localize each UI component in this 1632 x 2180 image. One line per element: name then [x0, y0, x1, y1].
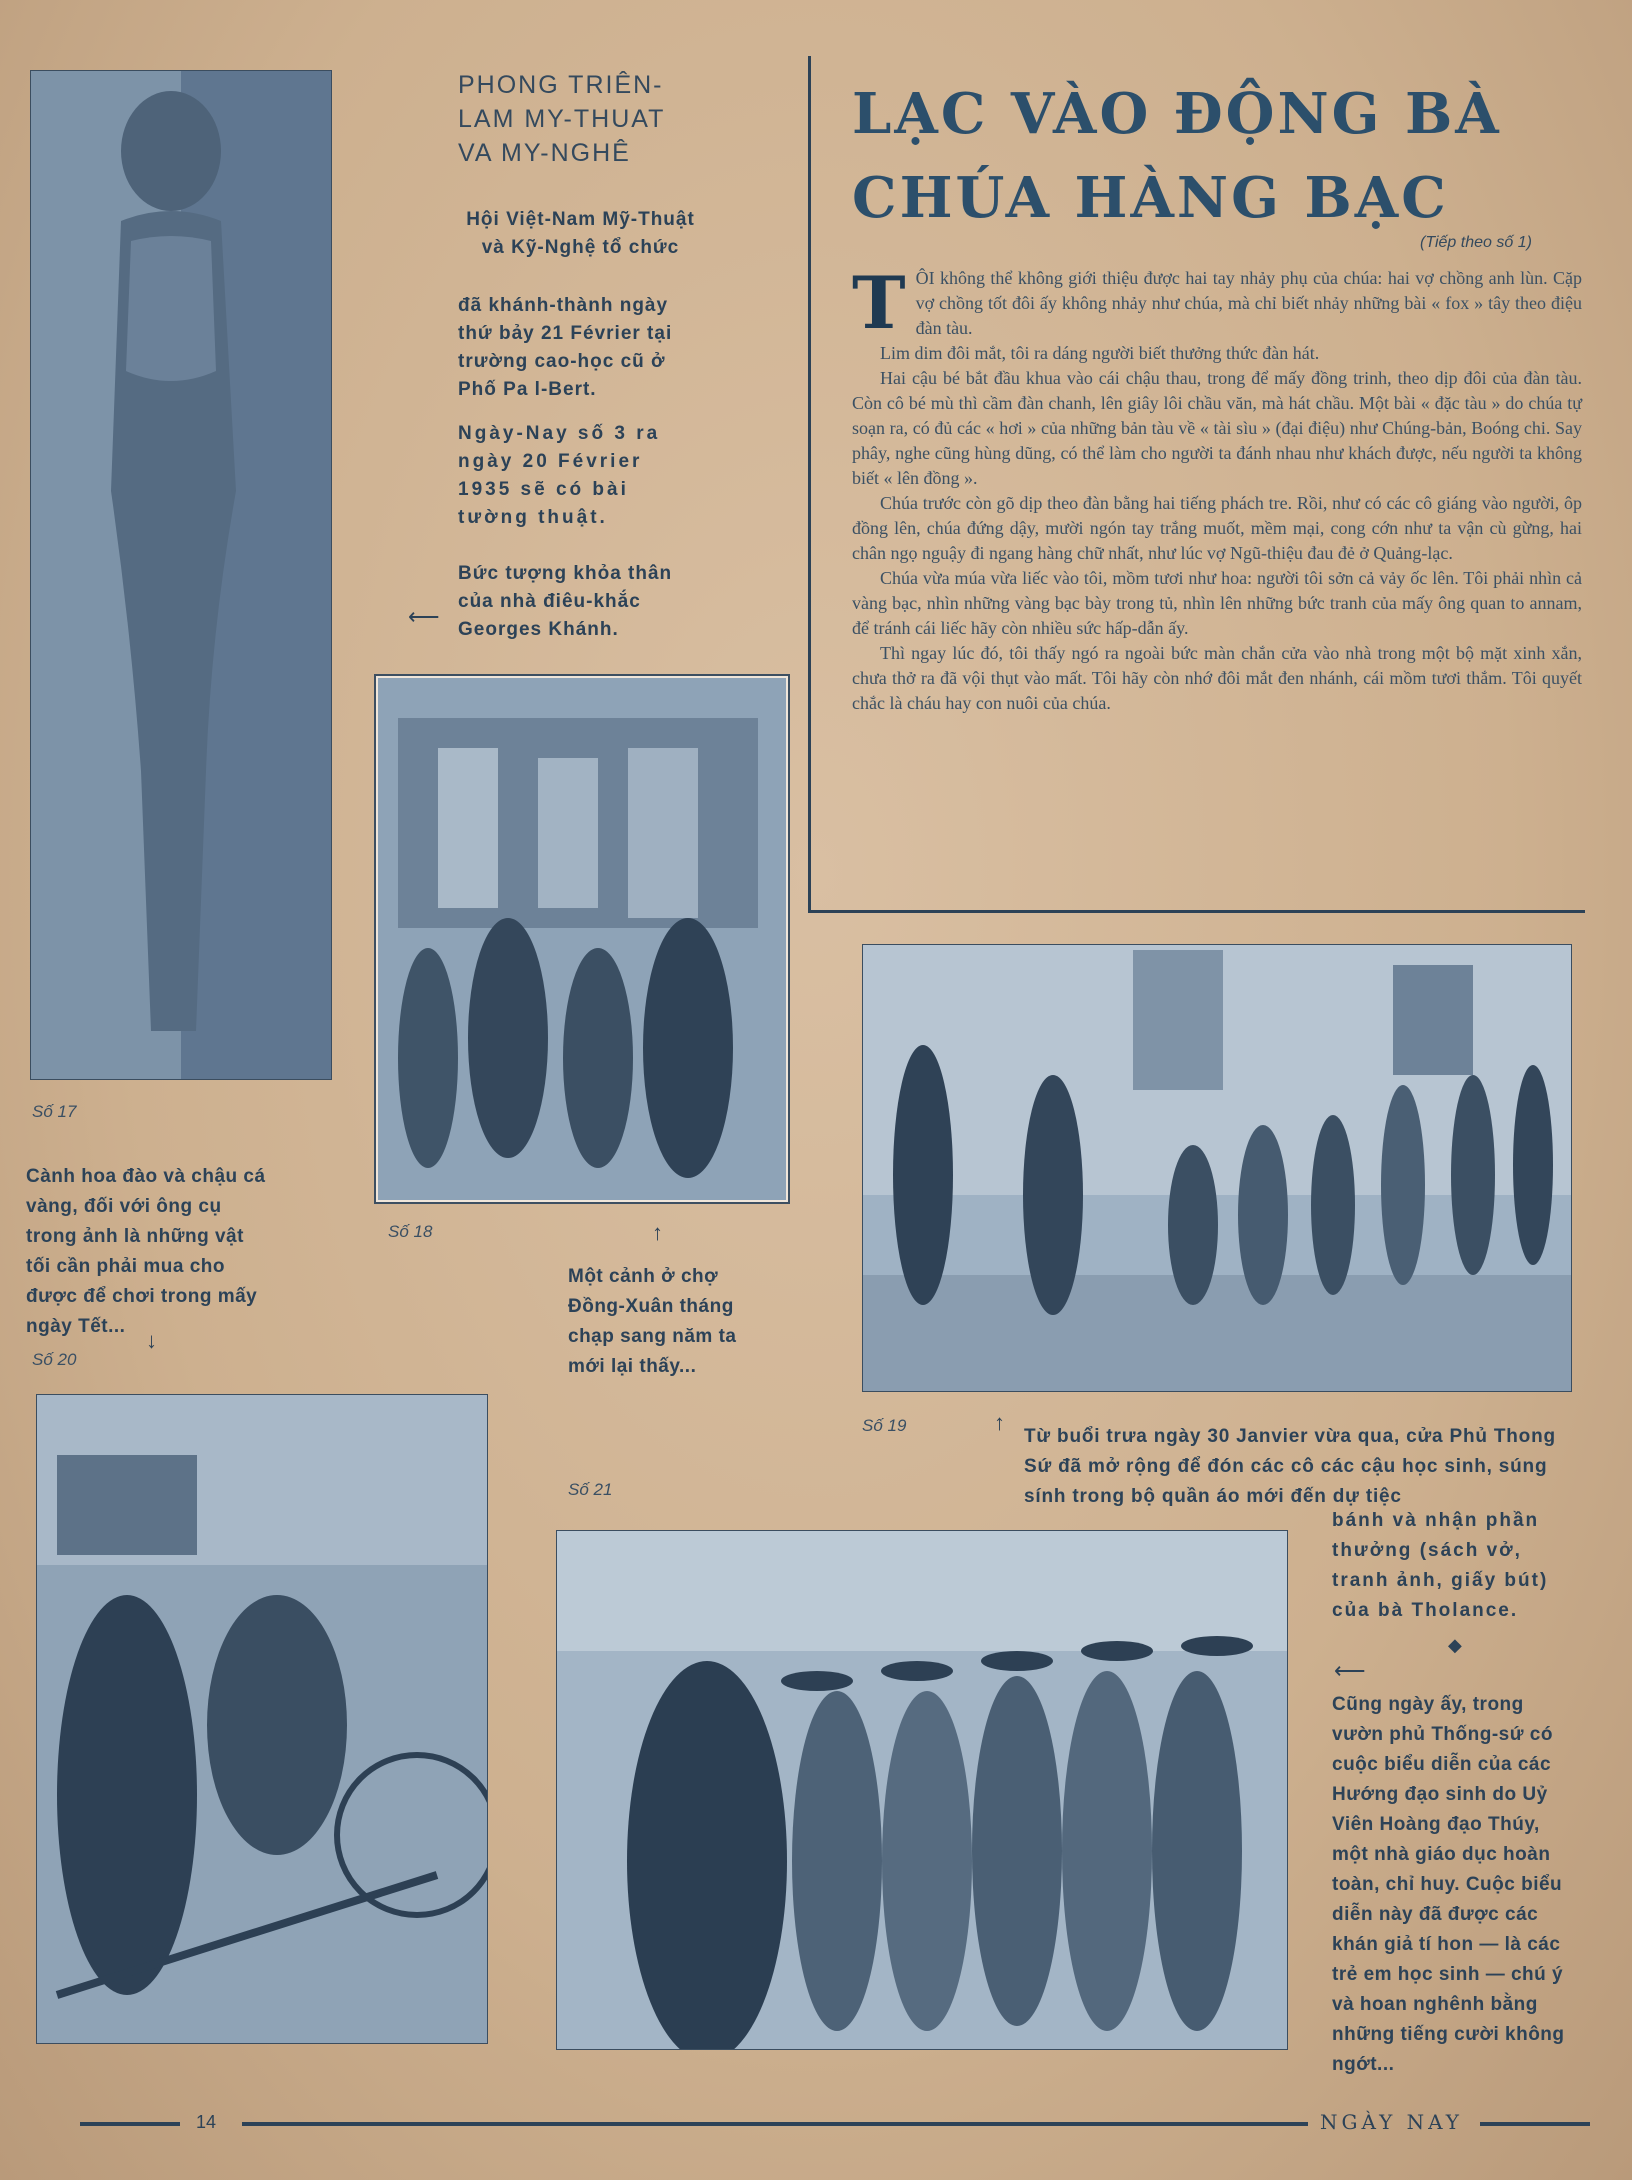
title-line-1: LẠC VÀO ĐỘNG BÀ [852, 81, 1502, 147]
continued-note: (Tiếp theo số 1) [1420, 234, 1532, 251]
label-so18: Số 18 [388, 1222, 433, 1241]
market-scene [378, 678, 786, 1200]
statue-figure [31, 71, 331, 1079]
article-paragraph: Lim dim đôi mắt, tôi ra dáng người biết thưởng thức đàn hát. [880, 343, 1320, 363]
caption-prizes: bánh và nhận phần thưởng (sách vở, tranh ảnh, giấy bút) của bà Tholance. [1332, 1510, 1549, 1621]
rickshaw-scene [37, 1395, 487, 2043]
intro-organizer: Hội Việt-Nam Mỹ-Thuật và Kỹ-Nghệ tổ chức [466, 209, 695, 258]
label-so19: Số 19 [862, 1416, 907, 1435]
left-arrow-icon: ⟵ [408, 604, 440, 629]
heading-line-1: PHONG TRIÊN- [458, 71, 664, 99]
footer-rule-right [1480, 2122, 1590, 2126]
label-so20: Số 20 [32, 1350, 77, 1369]
article-title [852, 72, 1582, 240]
caption-dong-xuan-market: Một cảnh ở chợ Đồng-Xuân tháng chạp sang năm ta mới lại thấy... [568, 1266, 737, 1377]
intro-opening: đã khánh-thành ngày thứ bảy 21 Février tại trường cao-học cũ ở Phố Pa l-Bert. [458, 295, 673, 400]
photo-statue [30, 70, 332, 1080]
caption-scouts: Cũng ngày ấy, trong vườn phủ Thống-sứ có cuộc biểu diễn của các Hướng đạo sinh do Uỷ Viên Hoàng đạo Thúy, một nhà giáo dục hoàn toàn, chỉ huy. Cuộc biểu diễn này đã được các khán giả tí hon — là các trẻ em học sinh — chú ý và hoan nghênh bằng những tiếng cười không ngớt... [1332, 1694, 1565, 2075]
photo-scouts [556, 1530, 1288, 2050]
article-paragraph: Chúa vừa múa vừa liếc vào tôi, mồm tươi như hoa: người tôi sởn cả vảy ốc lên. Tôi phải nhìn cả vàng bạc, nhìn những vàng bạc bày trong tủ, nhìn lên những bức tranh của mấy ông quan to annam, để tránh cái liếc hãy còn nhiều sức hấp-dẫn ấy. [852, 568, 1582, 638]
up-arrow-icon: ↑ [994, 1410, 1005, 1435]
page-number: 14 [196, 2112, 217, 2132]
footer-rule-left [80, 2122, 180, 2126]
magazine-name: NGÀY NAY [1320, 2110, 1464, 2134]
intro-report: Ngày-Nay số 3 ra ngày 20 Février 1935 sẽ có bài tường thuật. [458, 423, 661, 528]
photo-rickshaw [36, 1394, 488, 2044]
article-paragraph: ÔI không thể không giới thiệu được hai tay nhảy phụ của chúa: hai vợ chồng anh lùn. Cặp vợ chồng tốt đôi ấy không nhảy như chúa, mà chỉ biết nhảy những bài « fox » tây theo điệu đàn tàu. [915, 268, 1582, 338]
photo-market [376, 676, 788, 1202]
section-heading [458, 68, 718, 170]
article-paragraph: Chúa trước còn gõ dịp theo đàn bằng hai tiếng phách tre. Rồi, như có các cô giáng vào người, ôp đồng lên, chúa đứng dậy, mười ngón tay trắng muốt, mềm mại, cong cớn như ta vận cù gừng, hai chân ngọ nguậy đi ngang hàng chữ nhất, như lúc vợ Ngũ-thiệu đau đẻ ở Quảng-lạc. [852, 493, 1582, 563]
article-paragraph: Hai cậu bé bắt đầu khua vào cái chậu thau, trong để mấy đồng trinh, theo dịp đôi của đàn tàu. Còn cô bé mù thì cầm đàn chanh, lên giây lôi chầu văn, mà hát chầu. Một bài « đặc tàu » do chúa tự soạn ra, có đủ các « hơi » của những bản tàu về « tài sìu » (đại điệu) như Chúng-bản, Boóng chi. Say phây, nghe cũng hùng dũng, có thể làm cho người ta đánh nhau như khách được, nếu người ta không biết « lên đồng ». [852, 368, 1582, 488]
down-arrow-icon: ↓ [146, 1328, 157, 1353]
drop-cap: T [852, 260, 906, 345]
article-body [852, 260, 1582, 716]
caption-thong-su-party: Từ buổi trưa ngày 30 Janvier vừa qua, cửa Phủ Thong Sứ đã mở rộng để đón các cô các cậu học sinh, súng sính trong bộ quần áo mới đến dự tiệc [1024, 1426, 1556, 1507]
students-scene [863, 945, 1571, 1391]
label-so21: Số 21 [568, 1480, 613, 1499]
diamond-icon: ◆ [1448, 1635, 1462, 1655]
scouts-scene [557, 1531, 1287, 2049]
left-arrow-icon: ⟵ [1334, 1658, 1366, 1683]
heading-line-3: VA MY-NGHÊ [458, 139, 631, 167]
up-arrow-icon: ↑ [652, 1220, 663, 1245]
footer-rule-middle [242, 2122, 1308, 2126]
heading-line-2: LAM MY-THUAT [458, 105, 666, 133]
intro-statue-caption: Bức tượng khỏa thân của nhà điêu-khắc Georges Khánh. [458, 563, 673, 640]
caption-peach-blossom: Cành hoa đào và chậu cá vàng, đối với ông cụ trong ảnh là những vật tối cần phải mua cho được để chơi trong mấy ngày Tết... [26, 1166, 266, 1337]
title-line-2: CHÚA HÀNG BẠC [852, 165, 1449, 231]
label-so17: Số 17 [32, 1102, 77, 1121]
photo-students [862, 944, 1572, 1392]
article-paragraph: Thì ngay lúc đó, tôi thấy ngó ra ngoài bức màn chắn cửa vào nhà trong một bộ mặt xinh xắn, chưa thở ra đã vội thụt vào mất. Tôi hãy còn nhớ đôi mắt đen nhánh, cái mồm tươi thắm. Tôi quyết chắc là cháu hay con nuôi của chúa. [852, 643, 1582, 713]
